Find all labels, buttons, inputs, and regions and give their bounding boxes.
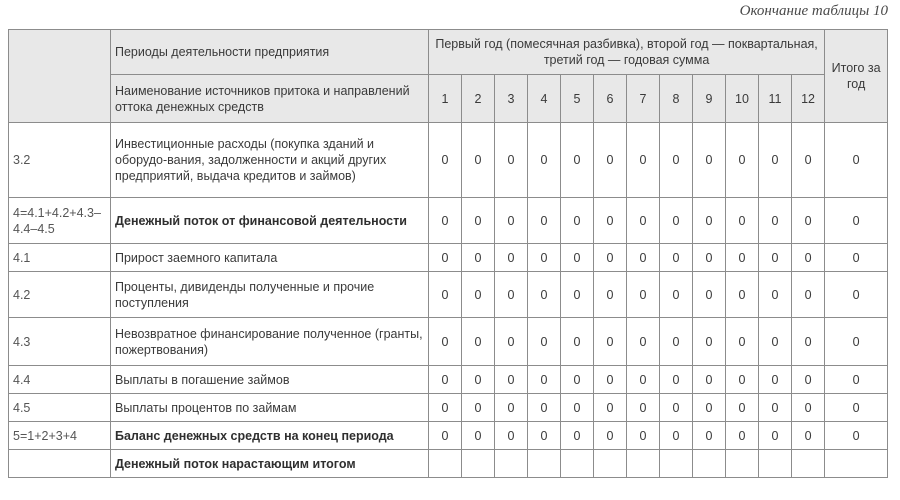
month-value: 0 bbox=[660, 198, 693, 244]
table-row bbox=[9, 366, 888, 394]
month-value bbox=[561, 450, 594, 478]
table-row bbox=[9, 422, 888, 450]
month-value: 0 bbox=[627, 422, 660, 450]
month-value: 0 bbox=[792, 366, 825, 394]
row-total bbox=[825, 450, 888, 478]
month-value: 0 bbox=[561, 272, 594, 318]
row-code: 3.2 bbox=[9, 123, 111, 198]
row-name: Выплаты процентов по займам bbox=[111, 394, 429, 422]
month-value bbox=[660, 450, 693, 478]
month-value: 0 bbox=[495, 394, 528, 422]
month-value: 0 bbox=[594, 272, 627, 318]
month-value: 0 bbox=[627, 198, 660, 244]
month-value: 0 bbox=[495, 318, 528, 366]
month-value: 0 bbox=[462, 123, 495, 198]
month-value: 0 bbox=[495, 244, 528, 272]
month-value: 0 bbox=[429, 318, 462, 366]
month-value: 0 bbox=[660, 318, 693, 366]
month-value bbox=[594, 450, 627, 478]
month-value: 0 bbox=[726, 272, 759, 318]
header-code-cell bbox=[9, 30, 111, 123]
month-value: 0 bbox=[528, 422, 561, 450]
month-value: 0 bbox=[726, 318, 759, 366]
month-value: 0 bbox=[693, 366, 726, 394]
month-value: 0 bbox=[528, 318, 561, 366]
month-value: 0 bbox=[693, 394, 726, 422]
row-total: 0 bbox=[825, 123, 888, 198]
table-row bbox=[9, 198, 888, 244]
table-row bbox=[9, 123, 888, 198]
row-total: 0 bbox=[825, 272, 888, 318]
month-value: 0 bbox=[594, 422, 627, 450]
month-value: 0 bbox=[429, 272, 462, 318]
month-value: 0 bbox=[429, 244, 462, 272]
month-value: 0 bbox=[726, 366, 759, 394]
month-value: 0 bbox=[726, 394, 759, 422]
month-value: 0 bbox=[462, 244, 495, 272]
month-value: 0 bbox=[693, 422, 726, 450]
month-value: 0 bbox=[759, 394, 792, 422]
month-header: 6 bbox=[594, 75, 627, 123]
month-value bbox=[627, 450, 660, 478]
month-value: 0 bbox=[462, 422, 495, 450]
month-value: 0 bbox=[759, 422, 792, 450]
row-code: 4.3 bbox=[9, 318, 111, 366]
row-name: Выплаты в погашение займов bbox=[111, 366, 429, 394]
month-value: 0 bbox=[660, 244, 693, 272]
month-value: 0 bbox=[660, 422, 693, 450]
month-value: 0 bbox=[693, 198, 726, 244]
row-name: Прирост заемного капитала bbox=[111, 244, 429, 272]
month-value: 0 bbox=[528, 198, 561, 244]
month-value: 0 bbox=[726, 198, 759, 244]
month-value: 0 bbox=[561, 244, 594, 272]
month-value: 0 bbox=[594, 366, 627, 394]
month-value: 0 bbox=[561, 198, 594, 244]
table-row bbox=[9, 318, 888, 366]
table-row bbox=[9, 450, 888, 478]
month-value: 0 bbox=[726, 244, 759, 272]
month-header: 12 bbox=[792, 75, 825, 123]
row-code: 4.1 bbox=[9, 244, 111, 272]
row-code: 4.4 bbox=[9, 366, 111, 394]
month-value: 0 bbox=[660, 394, 693, 422]
row-code: 4.5 bbox=[9, 394, 111, 422]
month-value: 0 bbox=[495, 272, 528, 318]
row-total: 0 bbox=[825, 394, 888, 422]
month-value: 0 bbox=[495, 198, 528, 244]
periods-label: Периоды деятельности предприятия bbox=[111, 30, 429, 75]
month-value: 0 bbox=[594, 123, 627, 198]
month-value: 0 bbox=[759, 198, 792, 244]
cash-flow-table bbox=[8, 29, 888, 478]
month-value: 0 bbox=[792, 422, 825, 450]
month-value: 0 bbox=[561, 318, 594, 366]
row-code: 4=4.1+4.2+4.3–4.4–4.5 bbox=[9, 198, 111, 244]
month-header: 8 bbox=[660, 75, 693, 123]
month-value: 0 bbox=[528, 394, 561, 422]
month-value: 0 bbox=[792, 244, 825, 272]
month-header: 7 bbox=[627, 75, 660, 123]
month-value: 0 bbox=[462, 366, 495, 394]
month-value: 0 bbox=[495, 123, 528, 198]
month-value: 0 bbox=[759, 244, 792, 272]
month-value: 0 bbox=[495, 422, 528, 450]
month-header: 1 bbox=[429, 75, 462, 123]
month-value: 0 bbox=[627, 123, 660, 198]
month-header: 2 bbox=[462, 75, 495, 123]
total-label: Итого за год bbox=[825, 30, 888, 123]
month-value: 0 bbox=[561, 366, 594, 394]
month-header: 4 bbox=[528, 75, 561, 123]
month-value: 0 bbox=[429, 198, 462, 244]
row-code: 4.2 bbox=[9, 272, 111, 318]
row-name: Инвестиционные расходы (покупка зданий и оборудо-вания, задолженности и акций других предприятий, выдача кредитов и займов) bbox=[111, 123, 429, 198]
month-value: 0 bbox=[462, 272, 495, 318]
sources-label: Наименование источников притока и направлений оттока денежных средств bbox=[111, 75, 429, 123]
month-value bbox=[462, 450, 495, 478]
row-total: 0 bbox=[825, 366, 888, 394]
month-value: 0 bbox=[627, 394, 660, 422]
month-value: 0 bbox=[792, 394, 825, 422]
month-header: 3 bbox=[495, 75, 528, 123]
month-value: 0 bbox=[495, 366, 528, 394]
month-value: 0 bbox=[660, 366, 693, 394]
month-value: 0 bbox=[627, 366, 660, 394]
month-value: 0 bbox=[759, 366, 792, 394]
month-value: 0 bbox=[759, 272, 792, 318]
month-value: 0 bbox=[693, 272, 726, 318]
row-code bbox=[9, 450, 111, 478]
month-value: 0 bbox=[528, 272, 561, 318]
row-name: Проценты, дивиденды полученные и прочие поступления bbox=[111, 272, 429, 318]
month-value: 0 bbox=[792, 123, 825, 198]
month-value: 0 bbox=[726, 123, 759, 198]
month-value: 0 bbox=[627, 272, 660, 318]
month-value: 0 bbox=[693, 318, 726, 366]
month-value: 0 bbox=[528, 366, 561, 394]
month-value: 0 bbox=[528, 123, 561, 198]
table-row bbox=[9, 272, 888, 318]
month-value: 0 bbox=[429, 422, 462, 450]
month-header: 10 bbox=[726, 75, 759, 123]
month-value: 0 bbox=[759, 123, 792, 198]
month-value: 0 bbox=[594, 394, 627, 422]
month-value bbox=[528, 450, 561, 478]
row-name: Невозвратное финансирование полученное (гранты, пожертвования) bbox=[111, 318, 429, 366]
month-value: 0 bbox=[726, 422, 759, 450]
month-value: 0 bbox=[561, 123, 594, 198]
month-value: 0 bbox=[792, 198, 825, 244]
row-total: 0 bbox=[825, 318, 888, 366]
month-value: 0 bbox=[429, 123, 462, 198]
month-header: 5 bbox=[561, 75, 594, 123]
month-value: 0 bbox=[429, 366, 462, 394]
month-header: 9 bbox=[693, 75, 726, 123]
month-header: 11 bbox=[759, 75, 792, 123]
month-value: 0 bbox=[693, 123, 726, 198]
table-caption: Окончание таблицы 10 bbox=[739, 3, 888, 19]
month-value: 0 bbox=[462, 394, 495, 422]
table-row bbox=[9, 394, 888, 422]
row-total: 0 bbox=[825, 244, 888, 272]
month-value: 0 bbox=[462, 318, 495, 366]
month-value: 0 bbox=[759, 318, 792, 366]
month-value bbox=[792, 450, 825, 478]
row-code: 5=1+2+3+4 bbox=[9, 422, 111, 450]
row-name: Денежный поток нарастающим итогом bbox=[111, 450, 429, 478]
month-value bbox=[495, 450, 528, 478]
month-value: 0 bbox=[627, 318, 660, 366]
month-value: 0 bbox=[660, 272, 693, 318]
month-value bbox=[726, 450, 759, 478]
month-value: 0 bbox=[660, 123, 693, 198]
month-value: 0 bbox=[792, 272, 825, 318]
breakdown-label: Первый год (помесячная разбивка), второй год — поквартальная, третий год — годовая сумма bbox=[429, 30, 825, 75]
row-total: 0 bbox=[825, 198, 888, 244]
row-total: 0 bbox=[825, 422, 888, 450]
table-row bbox=[9, 244, 888, 272]
month-value: 0 bbox=[594, 198, 627, 244]
month-value: 0 bbox=[594, 244, 627, 272]
row-name: Баланс денежных средств на конец периода bbox=[111, 422, 429, 450]
month-value: 0 bbox=[792, 318, 825, 366]
month-value bbox=[693, 450, 726, 478]
month-value: 0 bbox=[462, 198, 495, 244]
month-value: 0 bbox=[693, 244, 726, 272]
month-value bbox=[759, 450, 792, 478]
month-value bbox=[429, 450, 462, 478]
month-value: 0 bbox=[528, 244, 561, 272]
month-value: 0 bbox=[429, 394, 462, 422]
month-value: 0 bbox=[561, 394, 594, 422]
month-value: 0 bbox=[594, 318, 627, 366]
month-value: 0 bbox=[561, 422, 594, 450]
row-name: Денежный поток от финансовой деятельности bbox=[111, 198, 429, 244]
month-value: 0 bbox=[627, 244, 660, 272]
